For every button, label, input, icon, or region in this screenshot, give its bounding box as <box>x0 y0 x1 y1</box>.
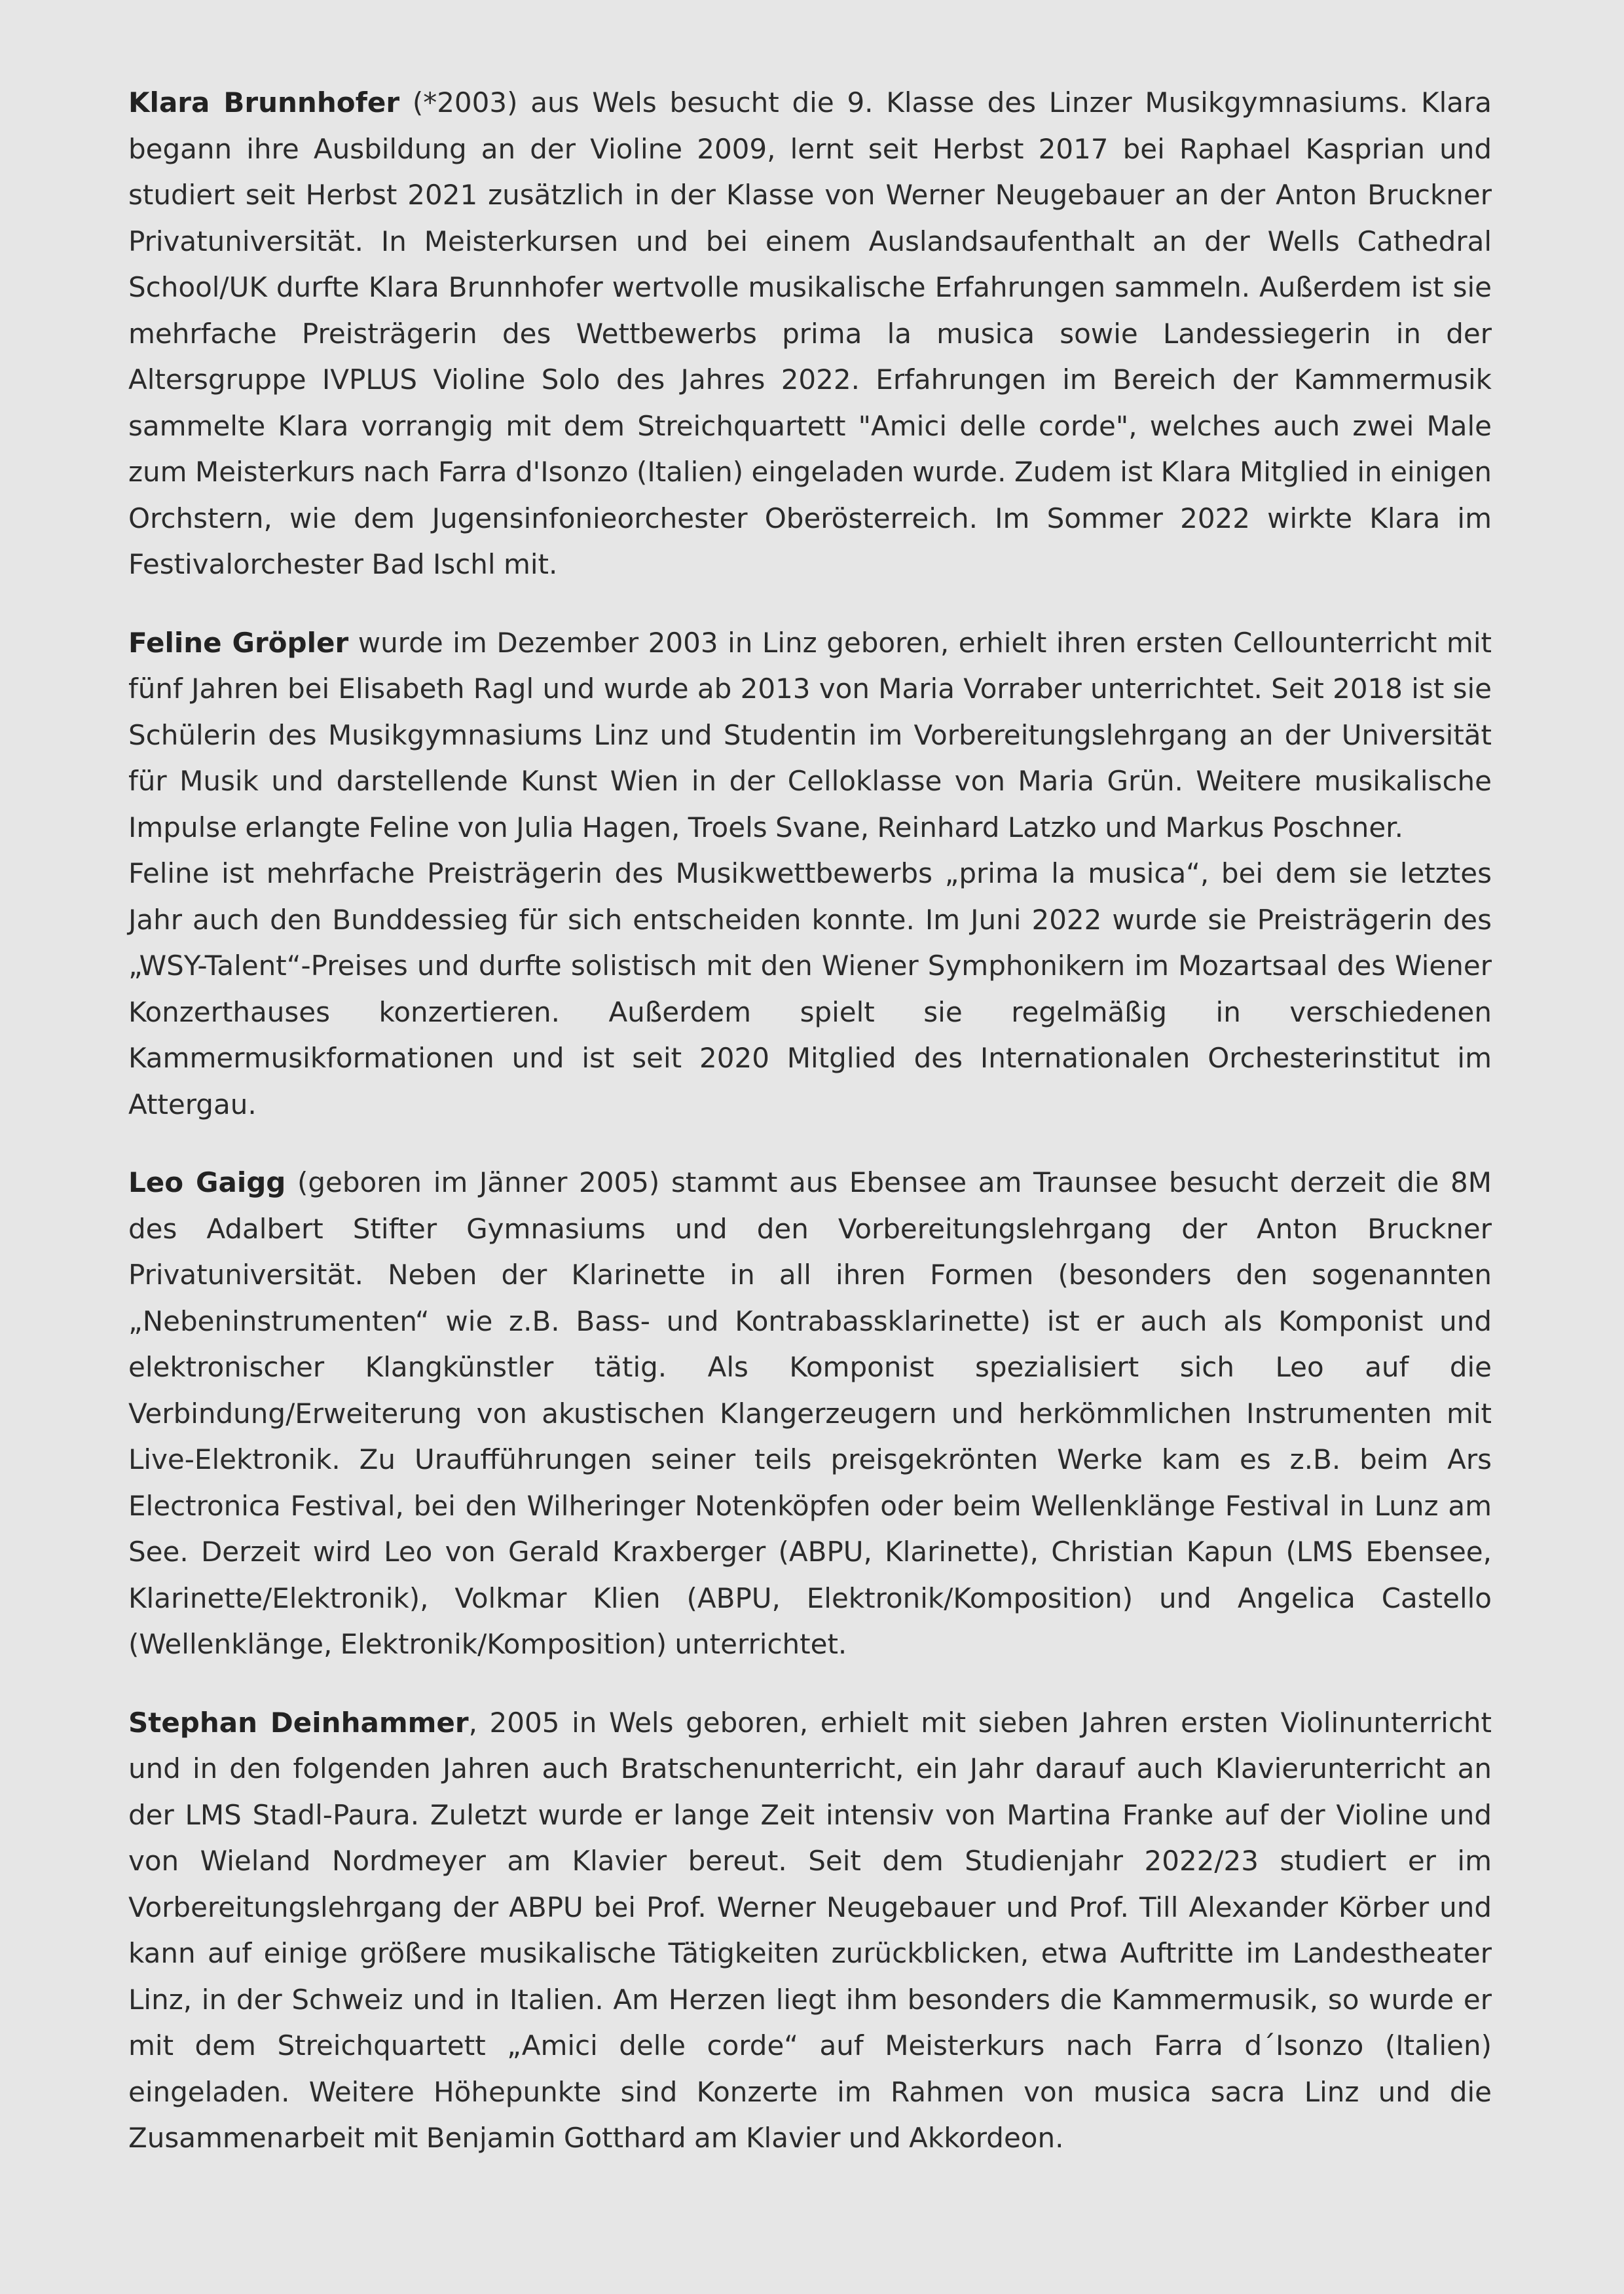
bio-paragraph <box>128 1700 1492 2162</box>
bio-name: Klara Brunnhofer <box>128 86 400 119</box>
bio-text: (*2003) aus Wels besucht die 9. Klasse des Linzer Musikgymnasiums. Klara begann ihre Ausbildung an der Violine 2009, lernt seit Herbst 2017 bei Raphael Kasprian und studiert seit Herbst 2021 zusätzlich in der Klasse von Werner Neugebauer an der Anton Bruckner Privatuniversität. In Meisterkursen und bei einem Auslandsaufenthalt an der Wells Cathedral School/UK durfte Klara Brunnhofer wertvolle musikalische Erfahrungen sammeln. Außerdem ist sie mehrfache Preisträgerin des Wettbewerbs prima la musica sowie Landessiegerin in der Altersgruppe IVPLUS Violine Solo des Jahres 2022. Erfahrungen im Bereich der Kammermusik sammelte Klara vorrangig mit dem Streichquartett "Amici delle corde", welches auch zwei Male zum Meisterkurs nach Farra d'Isonzo (Italien) eingeladen wurde. Zudem ist Klara Mitglied in einigen Orchstern, wie dem Jugensinfonieorchester Oberösterreich. Im Sommer 2022 wirkte Klara im Festivalorchester Bad Ischl mit. <box>128 86 1492 580</box>
bio-name: Leo Gaigg <box>128 1166 286 1198</box>
bio-text: , 2005 in Wels geboren, erhielt mit sieben Jahren ersten Violinunterricht und in den folgenden Jahren auch Bratschenunterricht, ein Jahr darauf auch Klavierunterricht an der LMS Stadl-Paura. Zuletzt wurde er lange Zeit intensiv von Martina Franke auf der Violine und von Wieland Nordmeyer am Klavier bereut. Seit dem Studienjahr 2022/23 studiert er im Vorbereitungslehrgang der ABPU bei Prof. Werner Neugebauer und Prof. Till Alexander Körber und kann auf einige größere musikalische Tätigkeiten zurückblicken, etwa Auftritte im Landestheater Linz, in der Schweiz und in Italien. Am Herzen liegt ihm besonders die Kammermusik, so wurde er mit dem Streichquartett „Amici delle corde“ auf Meisterkurs nach Farra d´Isonzo (Italien) eingeladen. Weitere Höhepunkte sind Konzerte im Rahmen von musica sacra Linz und die Zusammenarbeit mit Benjamin Gotthard am Klavier und Akkordeon. <box>128 1706 1492 2154</box>
bio-feline-groepler <box>128 620 1492 1128</box>
bio-text: wurde im Dezember 2003 in Linz geboren, erhielt ihren ersten Cellounterricht mit fünf Jahren bei Elisabeth Ragl und wurde ab 2013 von Maria Vorraber unterrichtet. Seit 2018 ist sie Schülerin des Musikgymnasiums Linz und Studentin im Vorbereitungslehrgang an der Universität für Musik und darstellende Kunst Wien in der Celloklasse von Maria Grün. Weitere musikalische Impulse erlangte Feline von Julia Hagen, Troels Svane, Reinhard Latzko und Markus Poschner. <box>128 626 1492 843</box>
bio-paragraph <box>128 80 1492 588</box>
bio-paragraph: Feline ist mehrfache Preisträgerin des Musikwettbewerbs „prima la musica“, bei dem sie letztes Jahr auch den Bunddessieg für sich entscheiden konnte. Im Juni 2022 wurde sie Preisträgerin des „WSY-Talent“-Preises und durfte solistisch mit den Wiener Symphonikern im Mozartsaal des Wiener Konzerthauses konzertieren. Außerdem spielt sie regelmäßig in verschiedenen Kammermusikformationen und ist seit 2020 Mitglied des Internationalen Orchesterinstitut im Attergau. <box>128 857 1492 1120</box>
bio-name: Stephan Deinhammer <box>128 1706 469 1739</box>
document-page <box>128 80 1492 2162</box>
bio-paragraph <box>128 620 1492 851</box>
bio-leo-gaigg <box>128 1160 1492 1668</box>
bio-klara-brunnhofer <box>128 80 1492 588</box>
bio-name: Feline Gröpler <box>128 626 349 659</box>
bio-text: (geboren im Jänner 2005) stammt aus Ebensee am Traunsee besucht derzeit die 8M des Adalbert Stifter Gymnasiums und den Vorbereitungslehrgang der Anton Bruckner Privatuniversität. Neben der Klarinette in all ihren Formen (besonders den sogenannten „Nebeninstrumenten“ wie z.B. Bass- und Kontrabassklarinette) ist er auch als Komponist und elektronischer Klangkünstler tätig. Als Komponist spezialisiert sich Leo auf die Verbindung/Erweiterung von akustischen Klangerzeugern und herkömmlichen Instrumenten mit Live-Elektronik. Zu Uraufführungen seiner teils preisgekrönten Werke kam es z.B. beim Ars Electronica Festival, bei den Wilheringer Notenköpfen oder beim Wellenklänge Festival in Lunz am See. Derzeit wird Leo von Gerald Kraxberger (ABPU, Klarinette), Christian Kapun (LMS Ebensee, Klarinette/Elektronik), Volkmar Klien (ABPU, Elektronik/Komposition) und Angelica Castello (Wellenklänge, Elektronik/Komposition) unterrichtet. <box>128 1166 1492 1660</box>
bio-paragraph <box>128 1160 1492 1668</box>
bio-stephan-deinhammer <box>128 1700 1492 2162</box>
